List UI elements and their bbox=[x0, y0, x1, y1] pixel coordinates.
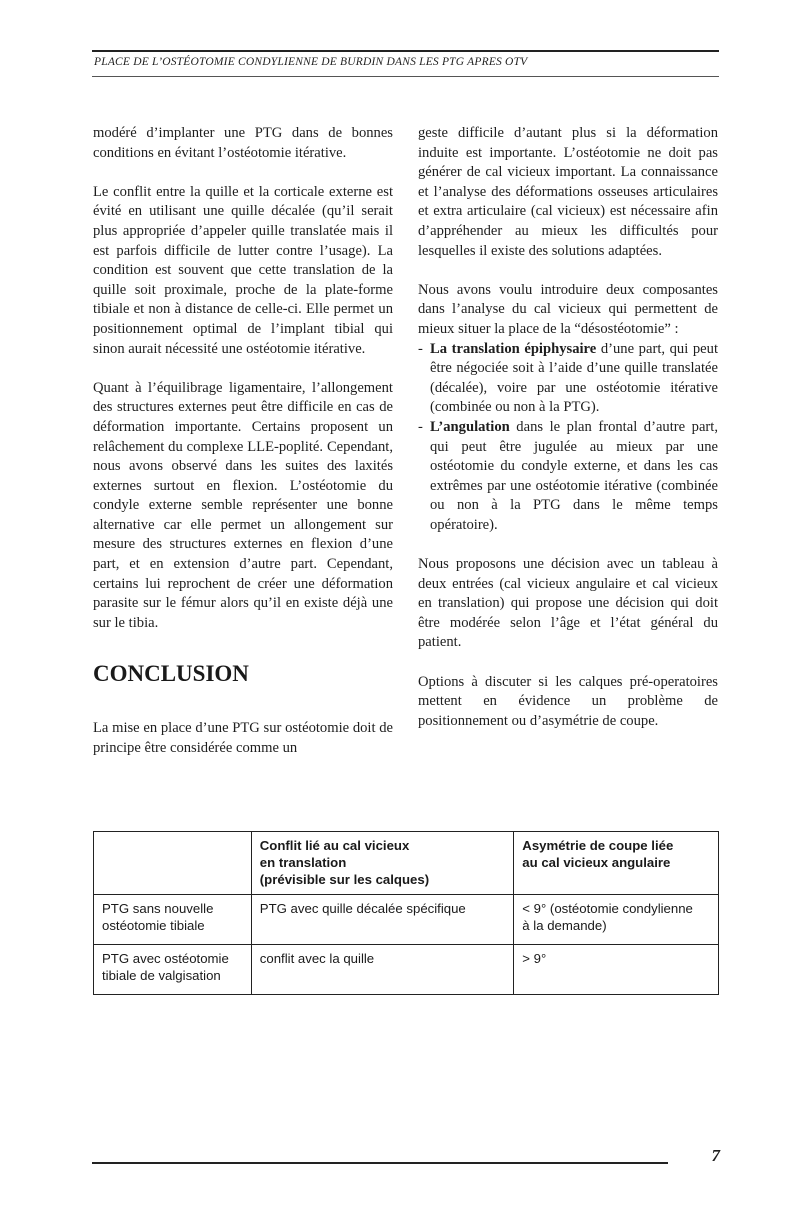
list-item-term: La translation épiphysaire bbox=[430, 340, 597, 357]
components-list bbox=[418, 340, 718, 536]
list-dash: - bbox=[418, 340, 423, 357]
table-header-line: (prévisible sur les calques) bbox=[259, 872, 430, 887]
left-paragraph-3: Quant à l’équilibrage ligamentaire, l’allongement des structures externes peut être difficile en cas de déformation importante. Certains proposent un relâchement du complexe LLE-poplité. Cependant, nous avons observé dans les suites des laxités externes surtout en flexion. L’ostéotomie du condyle externe semble représenter une bonne alternative car elle permet un allongement sur mesure des structures externes en flexion d’une part, et en extension d’autre part. Cependant, certains lui reprochent de créer une déformation parasite sur le fémur alors qu’il en existe déjà une sur le tibia. bbox=[93, 379, 393, 631]
cell-line: à la demande) bbox=[522, 918, 607, 933]
cell-line: ostéotomie tibiale bbox=[102, 918, 205, 933]
right-paragraph-3: Nous proposons une décision avec un tableau à deux entrées (cal vicieux angulaire et cal vicieux en translation) qui propose une décision qui doit être modérée selon l’âge et l’état général du patient. bbox=[418, 556, 718, 651]
table-cell-row-label bbox=[94, 895, 252, 945]
list-item-text: dans le plan frontal d’autre part, qui peut être jugulée au mieux par une ostéotomie du condyle externe, et dans les cas extrêmes par une ostéotomie itérative (combinée ou non à la PTG dans le même temps opératoire). bbox=[430, 418, 718, 533]
page-number: 7 bbox=[711, 1146, 720, 1165]
table-cell-row-label bbox=[94, 945, 252, 995]
table-cell-angular bbox=[514, 945, 719, 995]
cell-line: tibiale de valgisation bbox=[102, 968, 221, 983]
list-item bbox=[418, 418, 718, 536]
table-header-line: Conflit lié au cal vicieux bbox=[259, 838, 410, 853]
table-header-line: au cal vicieux angulaire bbox=[522, 855, 671, 870]
decision-table bbox=[93, 831, 719, 995]
table-header-line: Asymétrie de coupe liée bbox=[522, 838, 674, 853]
list-item-text: d’une part, qui peut être négociée soit à l’aide d’une quille translatée (décalée), voire par une ostéotomie itérative (combinée ou non à la PTG). bbox=[430, 340, 718, 416]
right-paragraph-4: Options à discuter si les calques pré-operatoires mettent en évidence un problème de positionnement ou d’asymétrie de coupe. bbox=[418, 673, 718, 729]
left-column bbox=[93, 124, 393, 778]
right-paragraph-2: Nous avons voulu introduire deux composantes dans l’analyse du cal vicieux qui permettent de mieux situer la place de la “désostéotomie” : bbox=[418, 281, 718, 337]
list-item-term: L’angulation bbox=[430, 418, 510, 435]
cell-line: PTG avec ostéotomie bbox=[102, 951, 229, 966]
left-paragraph-1: modéré d’implanter une PTG dans de bonnes conditions en évitant l’ostéotomie itérative. bbox=[93, 125, 393, 161]
table-row bbox=[94, 945, 719, 995]
table-header-empty bbox=[94, 832, 252, 895]
table-header-translation bbox=[251, 832, 514, 895]
left-paragraph-2: Le conflit entre la quille et la corticale externe est évité en utilisant une quille décalée (qu’il serait plus appropriée d’appeler quille translatée mais il est parfois difficile de lutter contre l’usage). La condition est souvent que cette translation de la quille soit proximale, proche de la plate-forme tibiale et non à distance de celle-ci. Elle permet un positionnement optimal de l’implant tibial qui sinon aurait nécessité une ostéotomie itérative. bbox=[93, 183, 393, 357]
footer-rule bbox=[92, 1162, 668, 1164]
running-header: PLACE DE L’OSTÉOTOMIE CONDYLIENNE DE BURDIN DANS LES PTG APRES OTV bbox=[94, 56, 528, 68]
cell-line: < 9° (ostéotomie condylienne bbox=[522, 901, 693, 916]
table-cell-translation: conflit avec la quille bbox=[251, 945, 514, 995]
left-paragraph-4: La mise en place d’une PTG sur ostéotomie doit de principe être considérée comme un bbox=[93, 720, 393, 757]
table-cell-translation: PTG avec quille décalée spécifique bbox=[251, 895, 514, 945]
list-item bbox=[418, 340, 718, 418]
table-header-angular bbox=[514, 832, 719, 895]
cell-line: > 9° bbox=[522, 951, 547, 966]
cell-line: PTG sans nouvelle bbox=[102, 901, 214, 916]
right-column bbox=[418, 124, 718, 751]
table-row bbox=[94, 895, 719, 945]
header-rule-bottom bbox=[92, 76, 719, 77]
conclusion-heading: CONCLUSION bbox=[93, 661, 249, 687]
list-dash: - bbox=[418, 418, 423, 435]
table-cell-angular bbox=[514, 895, 719, 945]
right-paragraph-1: geste difficile d’autant plus si la déformation induite est importante. L’ostéotomie ne doit pas générer de cal vicieux important. La connaissance et l’analyse des déformations osseuses articulaires et extra articulaire (cal vicieux) est nécessaire afin d’appréhender au mieux les difficultés pour lesquelles il existe des solutions adaptées. bbox=[418, 125, 718, 259]
header-rule-top bbox=[92, 50, 719, 52]
table-header-row bbox=[94, 832, 719, 895]
table-header-line: en translation bbox=[259, 855, 347, 870]
